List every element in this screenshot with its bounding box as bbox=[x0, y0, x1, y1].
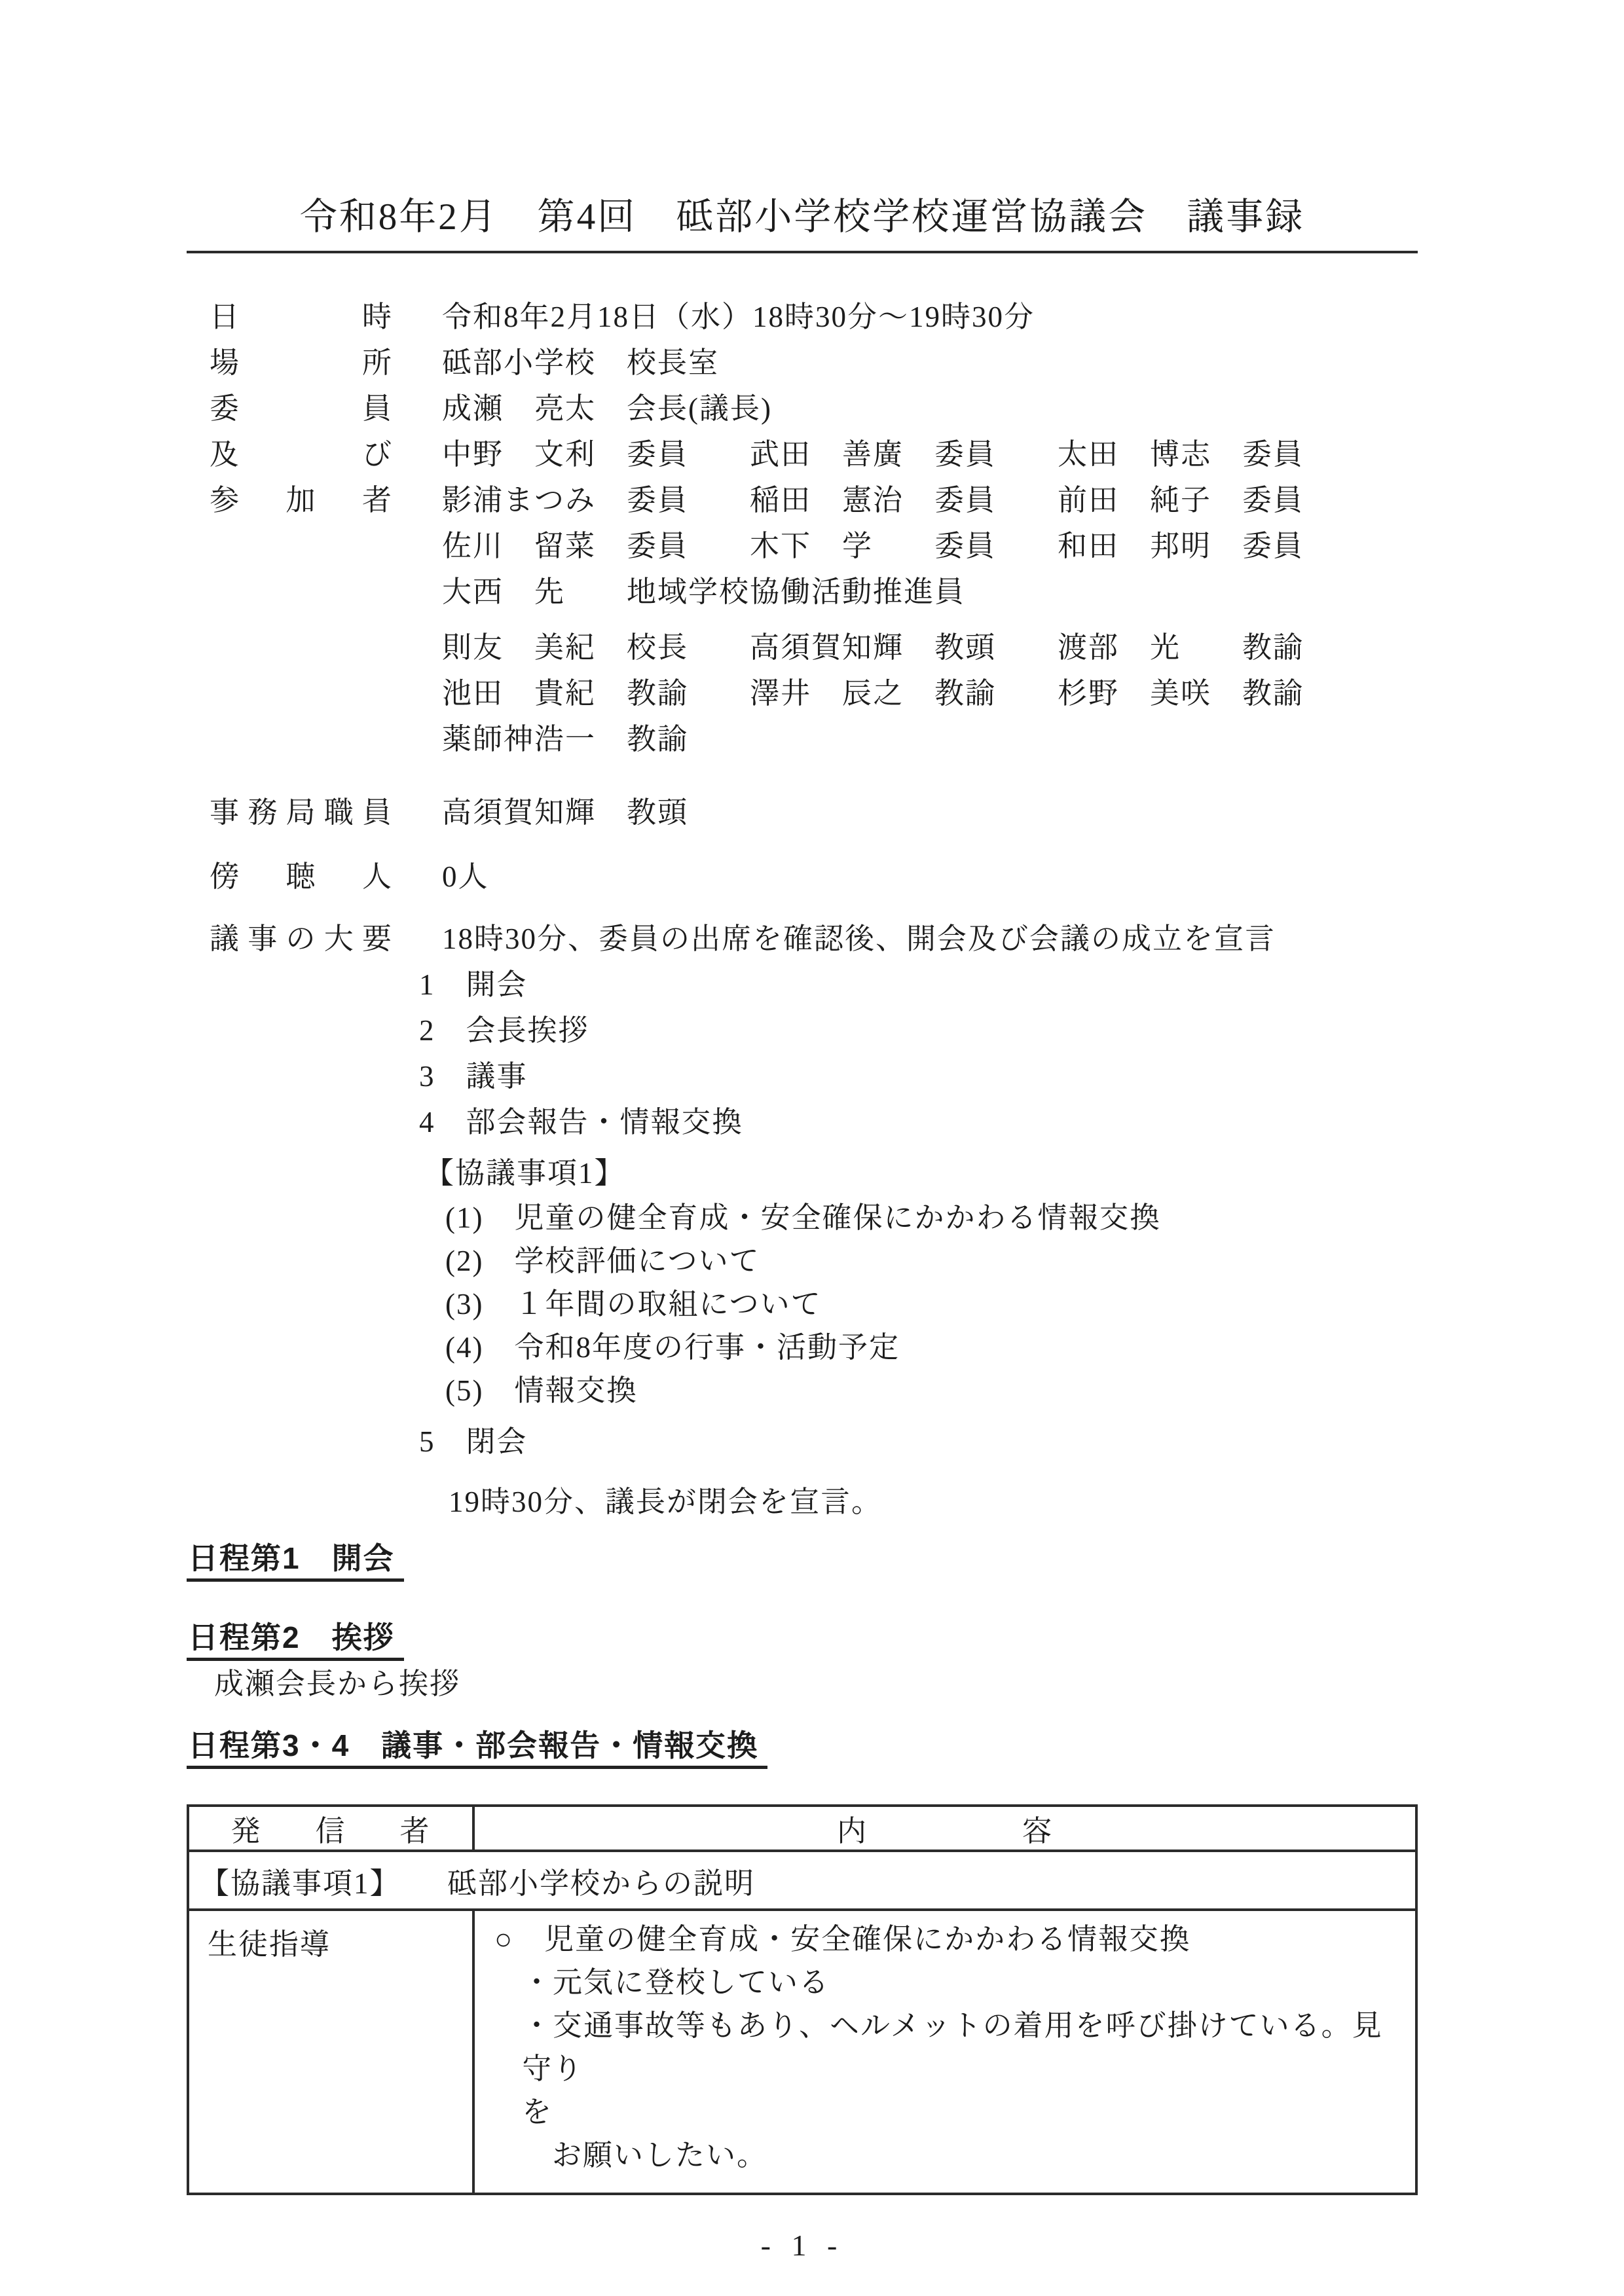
agenda-item: 4 部会報告・情報交換 bbox=[419, 1106, 743, 1139]
info-label: 委員 bbox=[210, 392, 393, 425]
info-value: 大西 先 地域学校協働活動推進員 bbox=[442, 575, 966, 608]
content-line: お願いしたい。 bbox=[552, 2139, 768, 2172]
info-label: 場所 bbox=[210, 346, 393, 379]
table-header-content: 内容 bbox=[837, 1815, 1053, 1848]
section-heading-schedule2: 日程第2 挨拶 bbox=[187, 1622, 404, 1661]
info-label: 参加者 bbox=[210, 484, 393, 517]
info-label bbox=[210, 569, 393, 615]
info-value: 影浦まつみ 委員 稲田 憲治 委員 前田 純子 委員 bbox=[442, 484, 1304, 517]
section-body-greeting: 成瀬会長から挨拶 bbox=[214, 1667, 461, 1700]
agenda bbox=[187, 962, 1418, 1525]
info-label: 議事の大要 bbox=[210, 922, 393, 955]
table-header-row bbox=[188, 1806, 1416, 1851]
section-heading-schedule3: 日程第3・4 議事・部会報告・情報交換 bbox=[187, 1730, 767, 1769]
agenda-item: 3 議事 bbox=[419, 1060, 528, 1093]
info-value: 令和8年2月18日（水）18時30分～19時30分 bbox=[442, 301, 1035, 333]
agenda-item: 5 閉会 bbox=[419, 1425, 528, 1458]
minutes-table bbox=[187, 1804, 1418, 2195]
info-value: 薬師神浩一 教諭 bbox=[442, 723, 689, 756]
info-row-members bbox=[187, 386, 1418, 431]
schedule-sections bbox=[187, 1542, 1418, 1769]
agenda-topic: (1) 児童の健全育成・安全確保にかかわる情報交換 bbox=[445, 1201, 1161, 1234]
info-row-members bbox=[187, 569, 1418, 615]
info-label: 傍聴人 bbox=[210, 860, 393, 893]
info-value: 18時30分、委員の出席を確認後、開会及び会議の成立を宣言 bbox=[442, 922, 1276, 955]
agenda-topic: (2) 学校評価について bbox=[445, 1245, 760, 1277]
info-row-members bbox=[187, 477, 1418, 523]
info-label: 及び bbox=[210, 438, 393, 471]
info-row-staff bbox=[187, 625, 1418, 670]
info-row-members bbox=[187, 431, 1418, 477]
info-value: 0人 bbox=[442, 860, 489, 893]
content-line: ○ 児童の健全育成・安全確保にかかわる情報交換 bbox=[494, 1923, 1191, 1956]
table-header-content-cell bbox=[473, 1806, 1416, 1851]
info-row-datetime bbox=[187, 294, 1418, 340]
content-line: ・交通事故等もあり、ヘルメットの着用を呼び掛けている。見守り bbox=[522, 2009, 1383, 2085]
info-value: 則友 美紀 校長 高須賀知輝 教頭 渡部 光 教諭 bbox=[442, 631, 1304, 664]
table-topic-row bbox=[188, 1851, 1416, 1910]
info-label: 事務局職員 bbox=[210, 796, 393, 829]
info-value: 池田 貴紀 教諭 澤井 辰之 教諭 杉野 美咲 教諭 bbox=[442, 677, 1304, 710]
table-topic-cell: 【協議事項1】 砥部小学校からの説明 bbox=[188, 1851, 1416, 1910]
info-row-place bbox=[187, 340, 1418, 386]
agenda-topic-header: 【協議事項1】 bbox=[424, 1157, 625, 1190]
agenda-item: 1 開会 bbox=[419, 968, 528, 1001]
agenda-topic: (3) １年間の取組について bbox=[445, 1288, 822, 1321]
document-title: 令和8年2月 第4回 砥部小学校学校運営協議会 議事録 bbox=[299, 196, 1305, 238]
info-row-staff bbox=[187, 670, 1418, 716]
info-value: 高須賀知輝 教頭 bbox=[442, 796, 689, 829]
page-number: - 1 - bbox=[760, 2229, 844, 2262]
agenda-topic: (4) 令和8年度の行事・活動予定 bbox=[445, 1331, 900, 1364]
table-sender-cell: 生徒指導 bbox=[188, 1910, 473, 2194]
info-row-summary bbox=[187, 916, 1418, 962]
table-content-cell bbox=[473, 1910, 1416, 2194]
info-label bbox=[210, 716, 393, 762]
info-value: 佐川 留菜 委員 木下 学 委員 和田 邦明 委員 bbox=[442, 530, 1304, 562]
info-label bbox=[210, 625, 393, 670]
info-label bbox=[210, 670, 393, 716]
meeting-info bbox=[187, 294, 1418, 962]
info-row-members bbox=[187, 523, 1418, 569]
info-row-staff bbox=[187, 716, 1418, 762]
content-line: ・元気に登校している bbox=[522, 1966, 830, 1999]
agenda-item: 2 会長挨拶 bbox=[419, 1014, 589, 1047]
info-value: 中野 文利 委員 武田 善廣 委員 太田 博志 委員 bbox=[442, 438, 1304, 471]
info-row-observers bbox=[187, 854, 1418, 900]
agenda-closing-note: 19時30分、議長が閉会を宣言。 bbox=[449, 1485, 883, 1518]
table-row bbox=[188, 1910, 1416, 2194]
info-row-secretariat bbox=[187, 790, 1418, 835]
info-value: 砥部小学校 校長室 bbox=[442, 346, 720, 379]
section-heading-schedule1: 日程第1 開会 bbox=[187, 1542, 404, 1582]
info-label: 日時 bbox=[210, 301, 393, 333]
info-value: 成瀬 亮太 会長(議長) bbox=[442, 392, 772, 425]
title-rule bbox=[187, 251, 1418, 253]
content-line: を bbox=[522, 2096, 553, 2128]
info-label bbox=[210, 523, 393, 569]
table-header-sender-cell bbox=[188, 1806, 473, 1851]
agenda-topic: (5) 情報交換 bbox=[445, 1374, 638, 1407]
table-header-sender: 発信者 bbox=[231, 1815, 431, 1848]
